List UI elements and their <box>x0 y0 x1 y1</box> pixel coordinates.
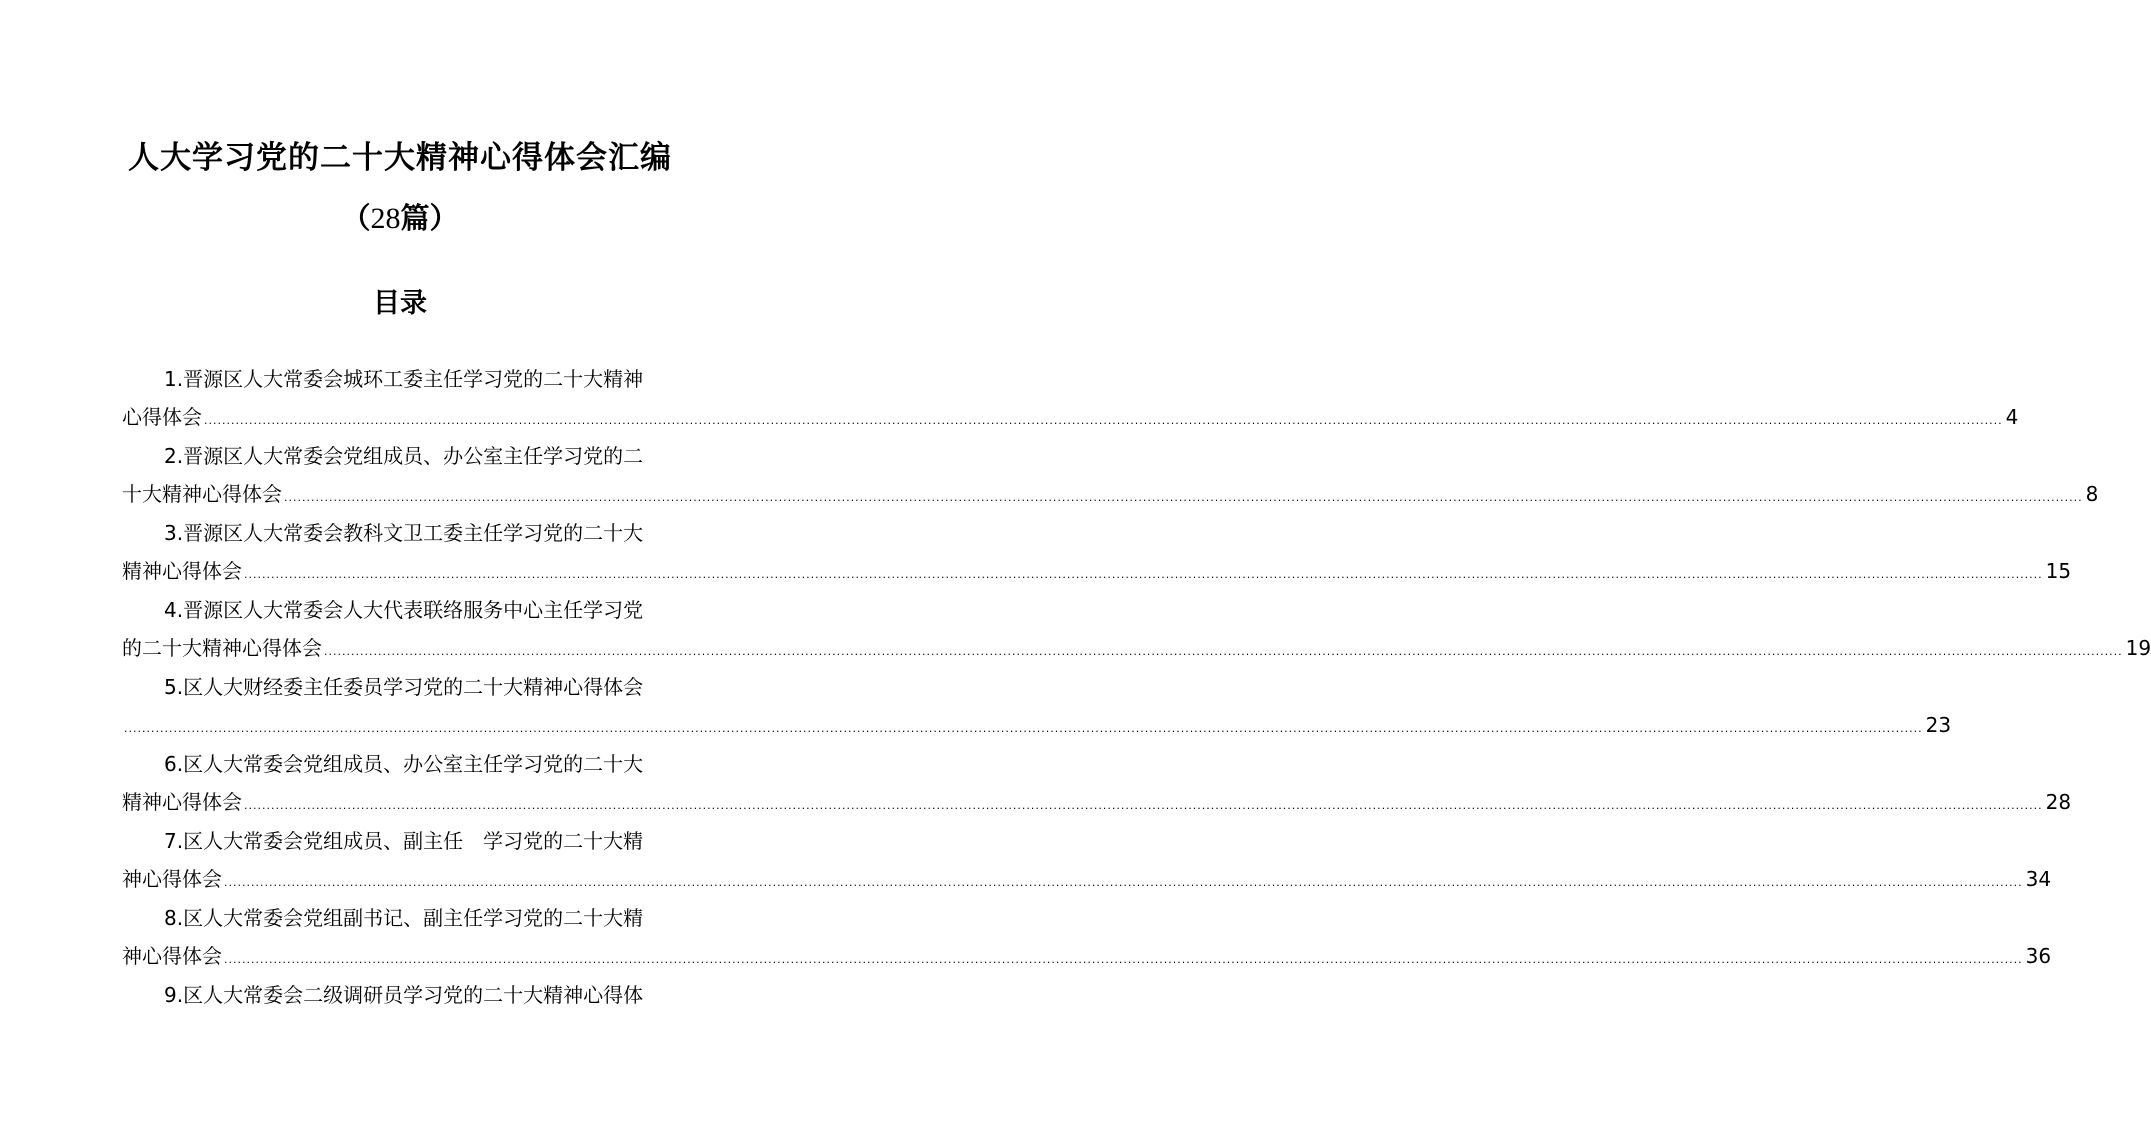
toc-entry-title: 6.区人大常委会党组成员、办公室主任学习党的二十大 <box>164 752 644 776</box>
toc-entry-title: 2.晋源区人大常委会党组成员、办公室主任学习党的二 <box>164 444 644 468</box>
dot-leader: ................................................................................................................................................................................................................................................................................................................................................................................................................ <box>224 876 2023 889</box>
toc-entry-title: 5.区人大财经委主任委员学习党的二十大精神心得体会 <box>164 675 644 699</box>
toc-entry-title: 7.区人大常委会党组成员、副主任 学习党的二十大精 <box>164 829 644 853</box>
dot-leader: ................................................................................................................................................................................................................................................................................................................................................................................................................ <box>124 722 1923 735</box>
dot-leader: ................................................................................................................................................................................................................................................................................................................................................................................................................ <box>324 645 2123 658</box>
toc-entry[interactable] <box>122 359 2019 436</box>
toc-entry-title-continued: 神心得体会 <box>122 944 222 968</box>
toc-entry-title: 4.晋源区人大常委会人大代表联络服务中心主任学习党 <box>164 598 644 622</box>
toc-heading: 目录 <box>373 288 427 319</box>
table-of-contents <box>122 359 2151 1052</box>
dot-leader: ................................................................................................................................................................................................................................................................................................................................................................................................................ <box>204 414 2003 427</box>
toc-page-number: 15 <box>2045 559 2072 583</box>
toc-page-number: 23 <box>1925 713 1952 737</box>
toc-page-number: 19 <box>2125 636 2151 660</box>
toc-page-number: 34 <box>2025 867 2052 891</box>
document-title: 人大学习党的二十大精神心得体会汇编 <box>128 140 672 176</box>
toc-entry[interactable] <box>122 513 2072 590</box>
toc-entry-title-continued: 十大精神心得体会 <box>122 482 282 506</box>
toc-entry[interactable] <box>122 744 2072 821</box>
toc-entry-title: 3.晋源区人大常委会教科文卫工委主任学习党的二十大 <box>164 521 644 545</box>
dot-leader: ................................................................................................................................................................................................................................................................................................................................................................................................................ <box>284 491 2083 504</box>
toc-page-number: 36 <box>2025 944 2052 968</box>
toc-entry-title: 1.晋源区人大常委会城环工委主任学习党的二十大精神 <box>164 367 644 391</box>
subtitle-count: 28 <box>370 202 401 235</box>
toc-entry-title-continued: 神心得体会 <box>122 867 222 891</box>
dot-leader: ................................................................................................................................................................................................................................................................................................................................................................................................................ <box>244 568 2043 581</box>
dot-leader: ................................................................................................................................................................................................................................................................................................................................................................................................................ <box>244 799 2043 812</box>
subtitle-open-paren: （ <box>341 201 371 235</box>
toc-page-number: 4 <box>2005 405 2019 429</box>
toc-entry[interactable] <box>122 975 682 1052</box>
toc-entry-title: 9.区人大常委会二级调研员学习党的二十大精神心得体 <box>164 983 644 1007</box>
toc-entry-title: 8.区人大常委会党组副书记、副主任学习党的二十大精 <box>164 906 644 930</box>
toc-entry-title-continued: 精神心得体会 <box>122 559 242 583</box>
toc-entry[interactable] <box>122 436 2099 513</box>
toc-entry-title-continued: 心得体会 <box>122 405 202 429</box>
toc-page-number: 8 <box>2085 482 2099 506</box>
toc-entry[interactable] <box>122 821 2052 898</box>
toc-entry[interactable] <box>122 667 1952 744</box>
document-subtitle <box>0 198 800 239</box>
toc-page-number: 28 <box>2045 790 2072 814</box>
subtitle-unit: 篇 <box>400 201 430 235</box>
subtitle-close-paren: ） <box>429 201 459 235</box>
toc-entry[interactable] <box>122 898 2052 975</box>
toc-entry[interactable] <box>122 590 2151 667</box>
toc-entry-title-continued: 精神心得体会 <box>122 790 242 814</box>
dot-leader: ................................................................................................................................................................................................................................................................................................................................................................................................................ <box>224 953 2023 966</box>
toc-entry-title-continued: 的二十大精神心得体会 <box>122 636 322 660</box>
